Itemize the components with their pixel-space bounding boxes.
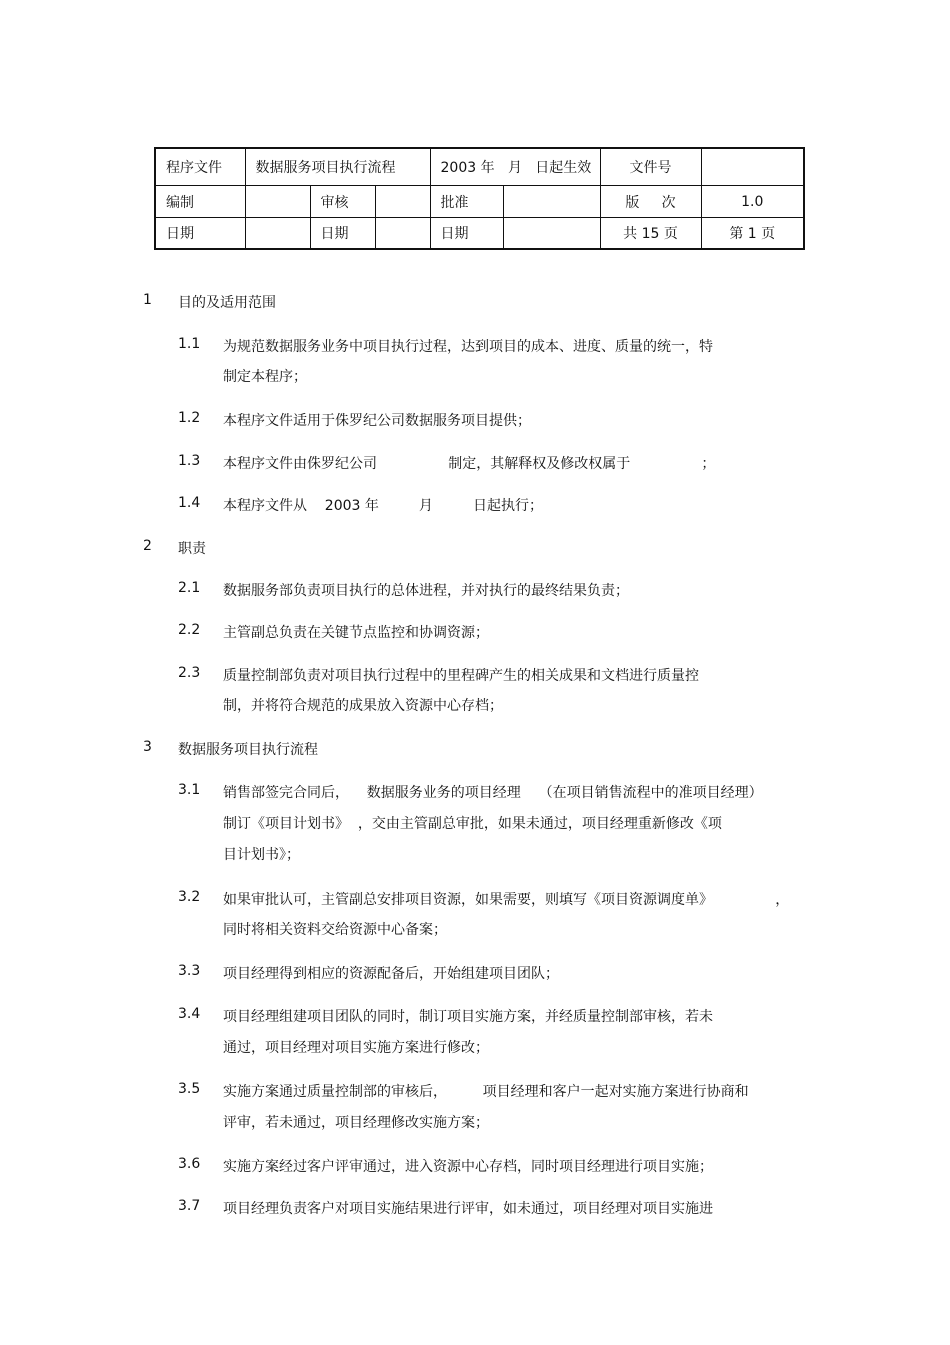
item-text: 实施方案通过质量控制部的审核后， 项目经理和客户一起对实施方案进行协商和	[223, 1084, 749, 1100]
version-value: 1.0	[701, 186, 804, 218]
section-number: 2	[143, 538, 152, 554]
item-text: 本程序文件从 2003 年 月 日起执行；	[223, 498, 543, 514]
section-title: 职责	[178, 541, 206, 557]
item-text: 实施方案经过客户评审通过，进入资源中心存档，同时项目经理进行项目实施；	[223, 1159, 713, 1175]
item-number: 3.6	[178, 1156, 201, 1172]
doc-name-cell: 数据服务项目执行流程	[245, 148, 430, 186]
section-number: 3	[143, 739, 152, 755]
item-number: 1.1	[178, 336, 201, 352]
version-label: 版 次	[600, 186, 701, 218]
page-number: 第 1 页	[701, 218, 804, 250]
item-number: 3.5	[178, 1081, 201, 1097]
item-text: 为规范数据服务业务中项目执行过程，达到项目的成本、进度、质量的统一，特	[223, 339, 713, 355]
item-text: 本程序文件适用于侏罗纪公司数据服务项目提供；	[223, 413, 531, 429]
approve-date-value	[503, 218, 600, 250]
item-text: 本程序文件由侏罗纪公司 制定，其解释权及修改权属于 ；	[223, 456, 716, 472]
item-text: 销售部签完合同后， 数据服务业务的项目经理 （在项目销售流程中的准项目经理）	[223, 785, 763, 801]
item-text: 目计划书》；	[223, 847, 300, 863]
item-text: 制，并将符合规范的成果放入资源中心存档；	[223, 698, 503, 714]
review-date-value	[375, 218, 430, 250]
item-number: 3.7	[178, 1198, 201, 1214]
item-text: 制定本程序；	[223, 369, 307, 385]
compile-label: 编制	[155, 186, 245, 218]
item-text: 项目经理得到相应的资源配备后，开始组建项目团队；	[223, 966, 559, 982]
item-text: 主管副总负责在关键节点监控和协调资源；	[223, 625, 489, 641]
item-number: 2.3	[178, 665, 201, 681]
approve-label: 批准	[430, 186, 503, 218]
item-number: 3.1	[178, 782, 201, 798]
doc-no-value	[701, 148, 804, 186]
section-number: 1	[143, 292, 152, 308]
item-number: 1.4	[178, 495, 201, 511]
item-number: 3.2	[178, 889, 201, 905]
item-text: 制订《项目计划书》 ，交由主管副总审批，如果未通过，项目经理重新修改《项	[223, 816, 722, 832]
compile-date-label: 日期	[155, 218, 245, 250]
review-value	[375, 186, 430, 218]
item-number: 1.2	[178, 410, 201, 426]
item-number: 3.4	[178, 1006, 201, 1022]
document-header-table	[154, 147, 805, 250]
approve-value	[503, 186, 600, 218]
item-text: 项目经理负责客户对项目实施结果进行评审，如未通过，项目经理对项目实施进	[223, 1201, 713, 1217]
doc-no-label: 文件号	[600, 148, 701, 186]
doc-type-cell: 程序文件	[155, 148, 245, 186]
item-text: 通过，项目经理对项目实施方案进行修改；	[223, 1040, 489, 1056]
section-title: 数据服务项目执行流程	[178, 742, 318, 758]
item-number: 2.1	[178, 580, 201, 596]
section-title: 目的及适用范围	[178, 295, 276, 311]
approve-date-label: 日期	[430, 218, 503, 250]
item-number: 2.2	[178, 622, 201, 638]
review-date-label: 日期	[310, 218, 375, 250]
item-number: 3.3	[178, 963, 201, 979]
item-text: 评审，若未通过，项目经理修改实施方案；	[223, 1115, 489, 1131]
effective-date-cell: 2003 年 月 日起生效	[430, 148, 600, 186]
item-text: 数据服务部负责项目执行的总体进程，并对执行的最终结果负责；	[223, 583, 629, 599]
review-label: 审核	[310, 186, 375, 218]
item-text: 项目经理组建项目团队的同时，制订项目实施方案，并经质量控制部审核，若未	[223, 1009, 713, 1025]
item-text: 如果审批认可，主管副总安排项目资源，如果需要，则填写《项目资源调度单》 ，	[223, 892, 790, 908]
item-number: 1.3	[178, 453, 201, 469]
item-text: 同时将相关资料交给资源中心备案；	[223, 922, 447, 938]
compile-value	[245, 186, 310, 218]
compile-date-value	[245, 218, 310, 250]
total-pages: 共 15 页	[600, 218, 701, 250]
item-text: 质量控制部负责对项目执行过程中的里程碑产生的相关成果和文档进行质量控	[223, 668, 699, 684]
